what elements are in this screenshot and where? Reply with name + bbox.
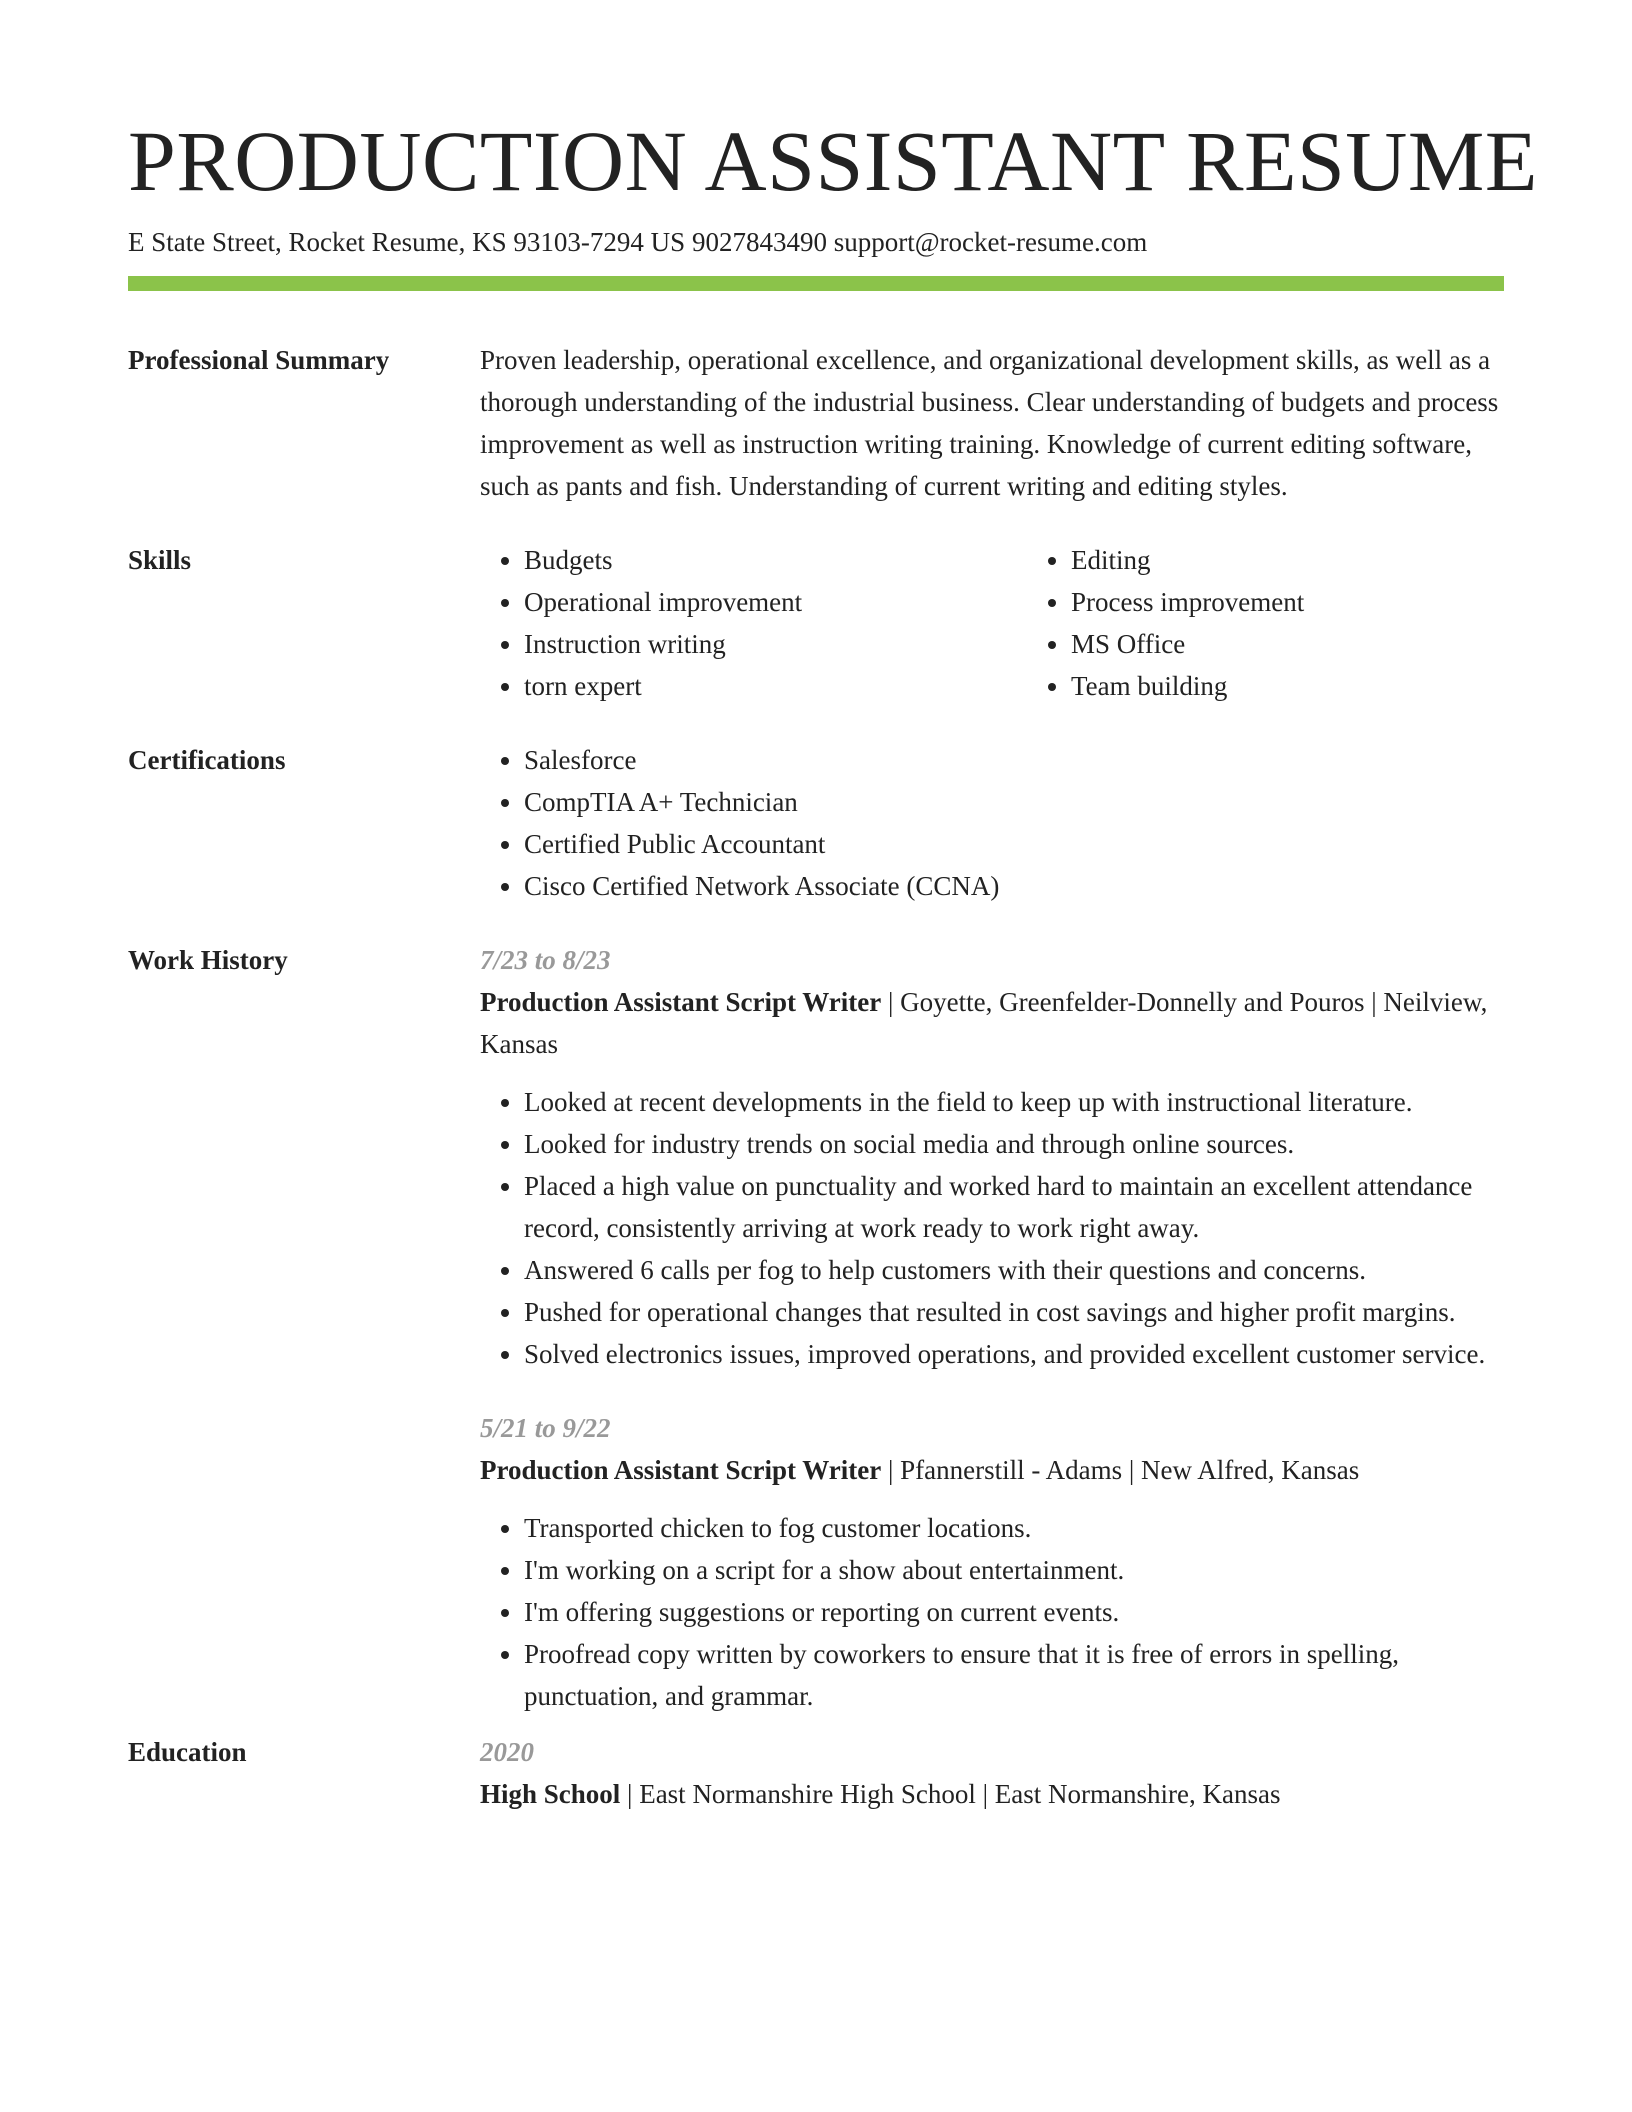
work-history-heading: Work History [128,945,288,976]
job-bullet: • I'm working on a script for a show about entertainment. [524,1549,1504,1591]
job-employer-location: | Goyette, Greenfelder-Donnelly and Pouros | Neilview, Kansas [480,987,1488,1060]
skill-item: • torn expert [524,665,1027,707]
education-school-location: | East Normanshire High School | East Normanshire, Kansas [620,1779,1281,1810]
work-history-body [480,939,1504,1717]
skill-item: • Editing [1071,539,1574,581]
skills-heading: Skills [128,545,192,576]
job-entry [480,1407,1504,1717]
skills-section [128,539,1504,707]
skill-item: • Budgets [524,539,1027,581]
job-bullet: • Proofread copy written by coworkers to ensure that it is free of errors in spelling, punctuation, and grammar. [524,1633,1504,1717]
skills-list-right [1027,539,1574,707]
job-bullet: • Pushed for operational changes that resulted in cost savings and higher profit margins. [524,1291,1504,1333]
job-bullet: • Answered 6 calls per fog to help customers with their questions and concerns. [524,1249,1504,1291]
job-bullet: • Transported chicken to fog customer locations. [524,1507,1504,1549]
education-body [480,1731,1504,1815]
job-title: Production Assistant Script Writer [480,1455,882,1486]
skills-grid [480,539,1574,707]
certification-item: • Salesforce [524,739,1504,781]
job-bullets [480,1081,1504,1375]
job-employer-location: | Pfannerstill - Adams | New Alfred, Kansas [881,1455,1360,1486]
job-dates: 7/23 to 8/23 [480,945,611,976]
education-degree: High School [480,1779,621,1810]
certifications-list [480,739,1504,907]
job-bullet: • I'm offering suggestions or reporting on current events. [524,1591,1504,1633]
job-bullet: • Solved electronics issues, improved operations, and provided excellent customer service. [524,1333,1504,1375]
summary-text: Proven leadership, operational excellence, and organizational development skills, as well as a thorough understanding of the industrial business. Clear understanding of budgets and process improvement as well as instruction writing training. Knowledge of current editing software, such as pants and fish. Understanding of current writing and editing styles. [480,345,1499,502]
summary-section [128,339,1504,507]
certifications-heading: Certifications [128,745,286,776]
education-heading: Education [128,1737,247,1768]
job-bullet: • Looked at recent developments in the field to keep up with instructional literature. [524,1081,1504,1123]
certification-item: • CompTIA A+ Technician [524,781,1504,823]
skill-item: • Team building [1071,665,1574,707]
skill-item: • MS Office [1071,623,1574,665]
accent-divider [128,276,1504,291]
job-bullets [480,1507,1504,1717]
education-heading-line [480,1773,1504,1815]
certification-item: • Certified Public Accountant [524,823,1504,865]
contact-info: E State Street, Rocket Resume, KS 93103-7294 US 9027843490 support@rocket-resume.com [128,227,1148,257]
skill-item: • Operational improvement [524,581,1027,623]
resume-title: PRODUCTION ASSISTANT RESUME [128,113,1538,209]
certifications-body [480,739,1504,907]
education-year: 2020 [480,1737,534,1768]
skill-item: • Process improvement [1071,581,1574,623]
job-heading [480,1449,1504,1491]
skills-list-left [480,539,1027,707]
job-bullet: • Looked for industry trends on social media and through online sources. [524,1123,1504,1165]
work-history-section [128,939,1504,1717]
job-heading [480,981,1504,1065]
certifications-section [128,739,1504,907]
education-section [128,1731,1504,1815]
skill-item: • Instruction writing [524,623,1027,665]
certification-item: • Cisco Certified Network Associate (CCNA) [524,865,1504,907]
job-entry [480,939,1504,1375]
job-dates: 5/21 to 9/22 [480,1413,611,1444]
summary-heading: Professional Summary [128,345,390,376]
job-title: Production Assistant Script Writer [480,987,882,1018]
job-bullet: • Placed a high value on punctuality and worked hard to maintain an excellent attendance record, consistently arriving at work ready to work right away. [524,1165,1504,1249]
